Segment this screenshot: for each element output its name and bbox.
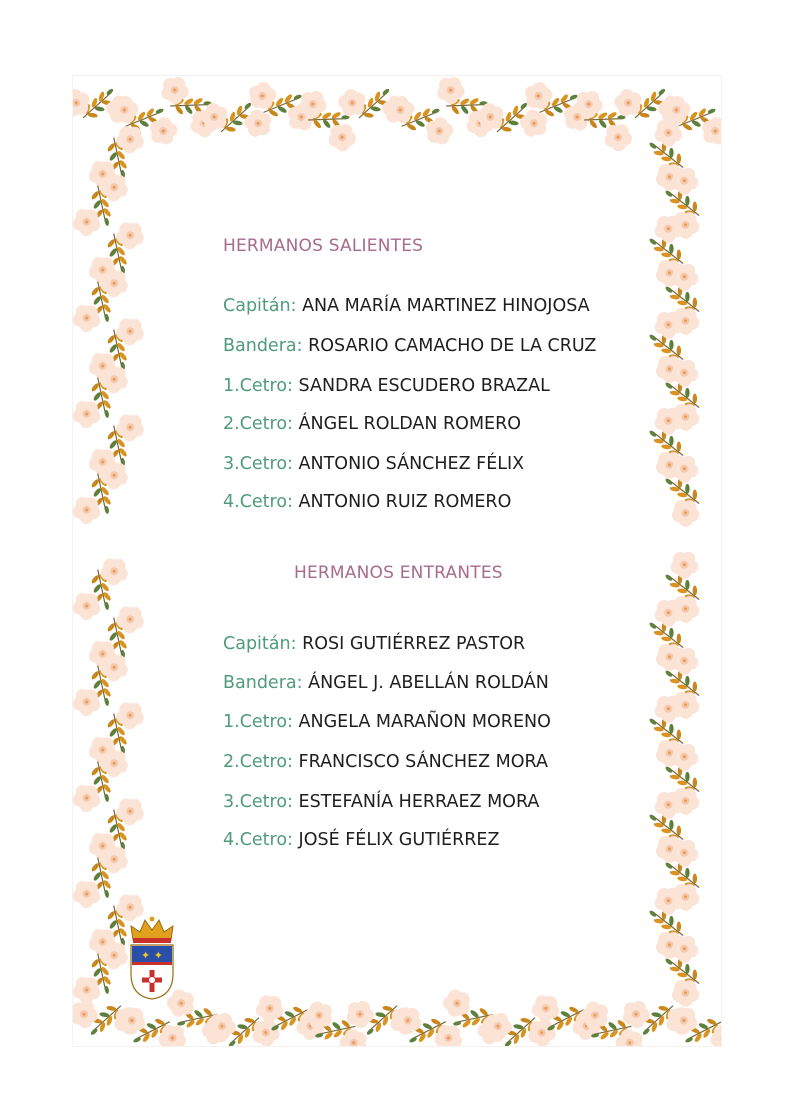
role-label: 3.Cetro: [223, 792, 293, 812]
person-name: ANTONIO SÁNCHEZ FÉLIX [298, 454, 525, 474]
person-name: SANDRA ESCUDERO BRAZAL [298, 376, 550, 396]
person-name: JOSÉ FÉLIX GUTIÉRREZ [298, 830, 500, 850]
role-label: 1.Cetro: [223, 712, 293, 732]
row-entrantes-cetro-3 [223, 792, 539, 812]
role-label: 1.Cetro: [223, 376, 293, 396]
coat-of-arms-icon [127, 916, 177, 1000]
person-name: ÁNGEL J. ABELLÁN ROLDÁN [308, 673, 549, 693]
document-page [73, 76, 721, 1046]
role-label: 3.Cetro: [223, 454, 293, 474]
svg-text:✦ ✦: ✦ ✦ [141, 949, 163, 962]
role-label: 2.Cetro: [223, 752, 293, 772]
section-title-entrantes: HERMANOS ENTRANTES [294, 563, 503, 583]
section-title-salientes: HERMANOS SALIENTES [223, 236, 424, 256]
role-label: 4.Cetro: [223, 492, 293, 512]
row-salientes-capitan [223, 296, 590, 316]
person-name: ÁNGEL ROLDAN ROMERO [298, 414, 522, 434]
person-name: ROSI GUTIÉRREZ PASTOR [302, 634, 526, 654]
row-salientes-bandera [223, 336, 596, 356]
person-name: ANGELA MARAÑON MORENO [298, 712, 551, 732]
person-name: ESTEFANÍA HERRAEZ MORA [298, 792, 540, 812]
role-label: 4.Cetro: [223, 830, 293, 850]
role-label: 2.Cetro: [223, 414, 293, 434]
row-entrantes-cetro-2 [223, 752, 548, 772]
role-label: Capitán: [223, 634, 297, 654]
person-name: FRANCISCO SÁNCHEZ MORA [298, 752, 548, 772]
row-entrantes-bandera [223, 673, 549, 693]
person-name: ROSARIO CAMACHO DE LA CRUZ [308, 336, 597, 356]
person-name: ANTONIO RUIZ ROMERO [298, 492, 512, 512]
row-entrantes-cetro-1 [223, 712, 551, 732]
row-entrantes-capitan [223, 634, 525, 654]
row-entrantes-cetro-4 [223, 830, 499, 850]
person-name: ANA MARÍA MARTINEZ HINOJOSA [302, 296, 590, 316]
row-salientes-cetro-2 [223, 414, 521, 434]
role-label: Bandera: [223, 336, 303, 356]
floral-border [73, 76, 721, 1046]
role-label: Capitán: [223, 296, 297, 316]
row-salientes-cetro-3 [223, 454, 524, 474]
flower-branch-icon [668, 1007, 721, 1046]
row-salientes-cetro-1 [223, 376, 550, 396]
row-salientes-cetro-4 [223, 492, 511, 512]
role-label: Bandera: [223, 673, 303, 693]
